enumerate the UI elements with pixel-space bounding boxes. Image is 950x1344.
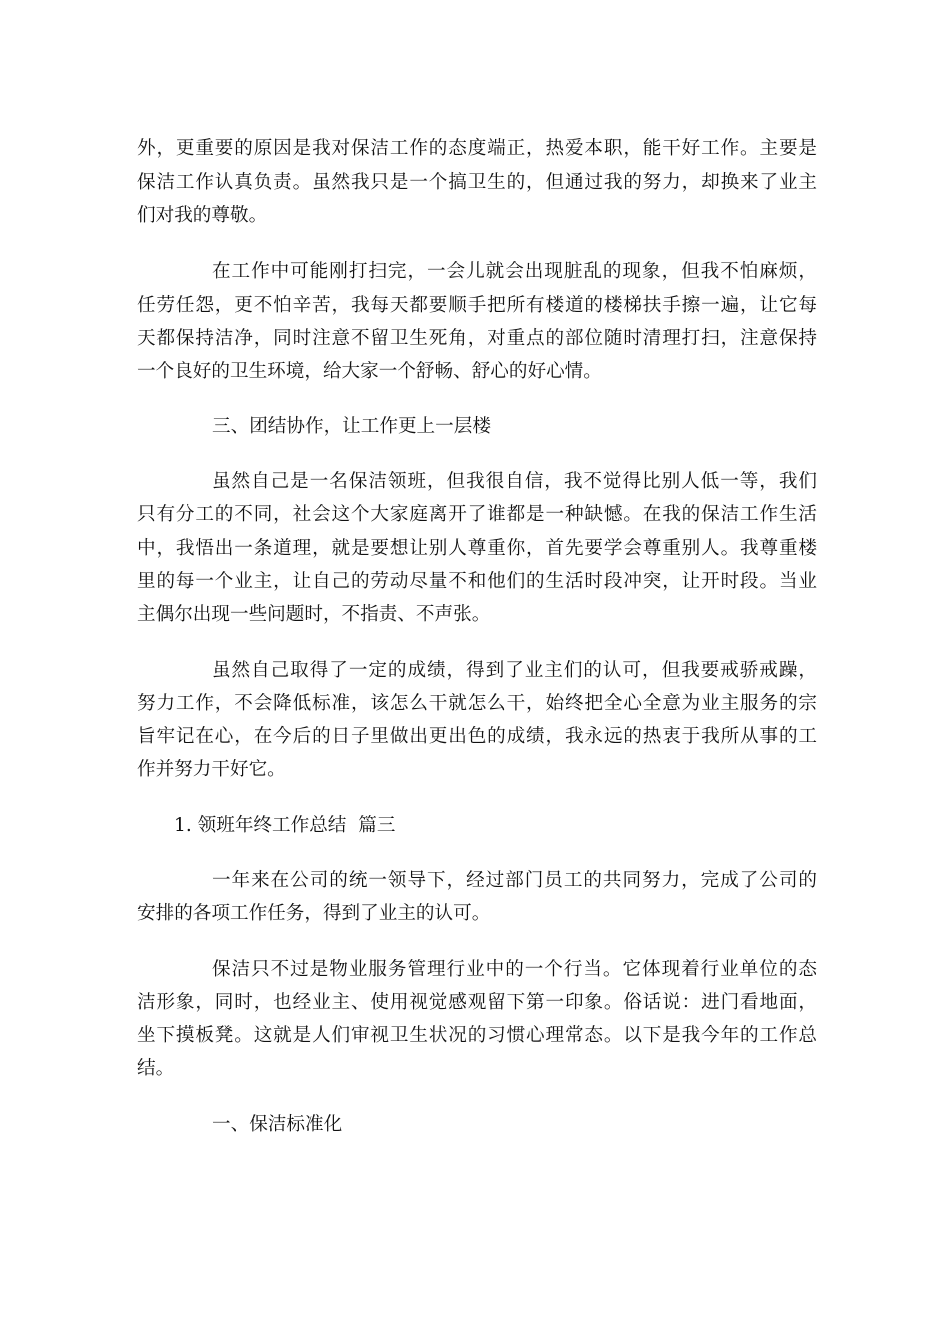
numbered-heading: 1. 领班年终工作总结 篇三 <box>174 815 396 836</box>
text-line: 结。 <box>137 1058 175 1079</box>
text-line: 里的每一个业主，让自己的劳动尽量不和他们的生活时段冲突，让开时段。当业 <box>137 571 817 592</box>
text-line: 任劳任怨，更不怕辛苦，我每天都要顺手把所有楼道的楼梯扶手擦一遍，让它每 <box>137 295 817 316</box>
text-line: 安排的各项工作任务，得到了业主的认可。 <box>137 903 491 924</box>
text-line: 努力工作，不会降低标准，该怎么干就怎么干，始终把全心全意为业主服务的宗 <box>137 693 817 714</box>
text-line: 只有分工的不同，社会这个大家庭离开了谁都是一种缺憾。在我的保洁工作生活 <box>137 504 817 525</box>
section-heading: 三、团结协作，让工作更上一层楼 <box>212 416 491 437</box>
text-line: 洁形象，同时，也经业主、使用视觉感观留下第一印象。俗话说：进门看地面， <box>137 992 817 1013</box>
section-heading: 一、保洁标准化 <box>212 1114 343 1135</box>
text-line: 们对我的尊敬。 <box>137 205 268 226</box>
text-line: 旨牢记在心，在今后的日子里做出更出色的成绩，我永远的热衷于我所从事的工 <box>137 726 817 747</box>
text-line: 保洁只不过是物业服务管理行业中的一个行当。它体现着行业单位的态 <box>212 959 817 980</box>
text-line: 中，我悟出一条道理，就是要想让别人尊重你，首先要学会尊重别人。我尊重楼 <box>137 538 817 559</box>
text-line: 外，更重要的原因是我对保洁工作的态度端正，热爱本职，能干好工作。主要是 <box>137 138 817 159</box>
text-line: 虽然自己是一名保洁领班，但我很自信，我不觉得比别人低一等，我们 <box>212 471 817 492</box>
text-line: 一个良好的卫生环境，给大家一个舒畅、舒心的好心情。 <box>137 361 602 382</box>
text-line: 保洁工作认真负责。虽然我只是一个搞卫生的，但通过我的努力，却换来了业主 <box>137 172 817 193</box>
text-line: 坐下摸板凳。这就是人们审视卫生状况的习惯心理常态。以下是我今年的工作总 <box>137 1025 817 1046</box>
text-line: 一年来在公司的统一领导下，经过部门员工的共同努力，完成了公司的 <box>212 870 817 891</box>
text-line: 天都保持洁净，同时注意不留卫生死角，对重点的部位随时清理打扫，注意保持 <box>137 328 817 349</box>
text-line: 主偶尔出现一些问题时，不指责、不声张。 <box>137 604 491 625</box>
text-line: 虽然自己取得了一定的成绩，得到了业主们的认可，但我要戒骄戒躁， <box>212 660 817 681</box>
text-line: 作并努力干好它。 <box>137 759 286 780</box>
text-line: 在工作中可能刚打扫完，一会儿就会出现脏乱的现象，但我不怕麻烦， <box>212 261 817 282</box>
